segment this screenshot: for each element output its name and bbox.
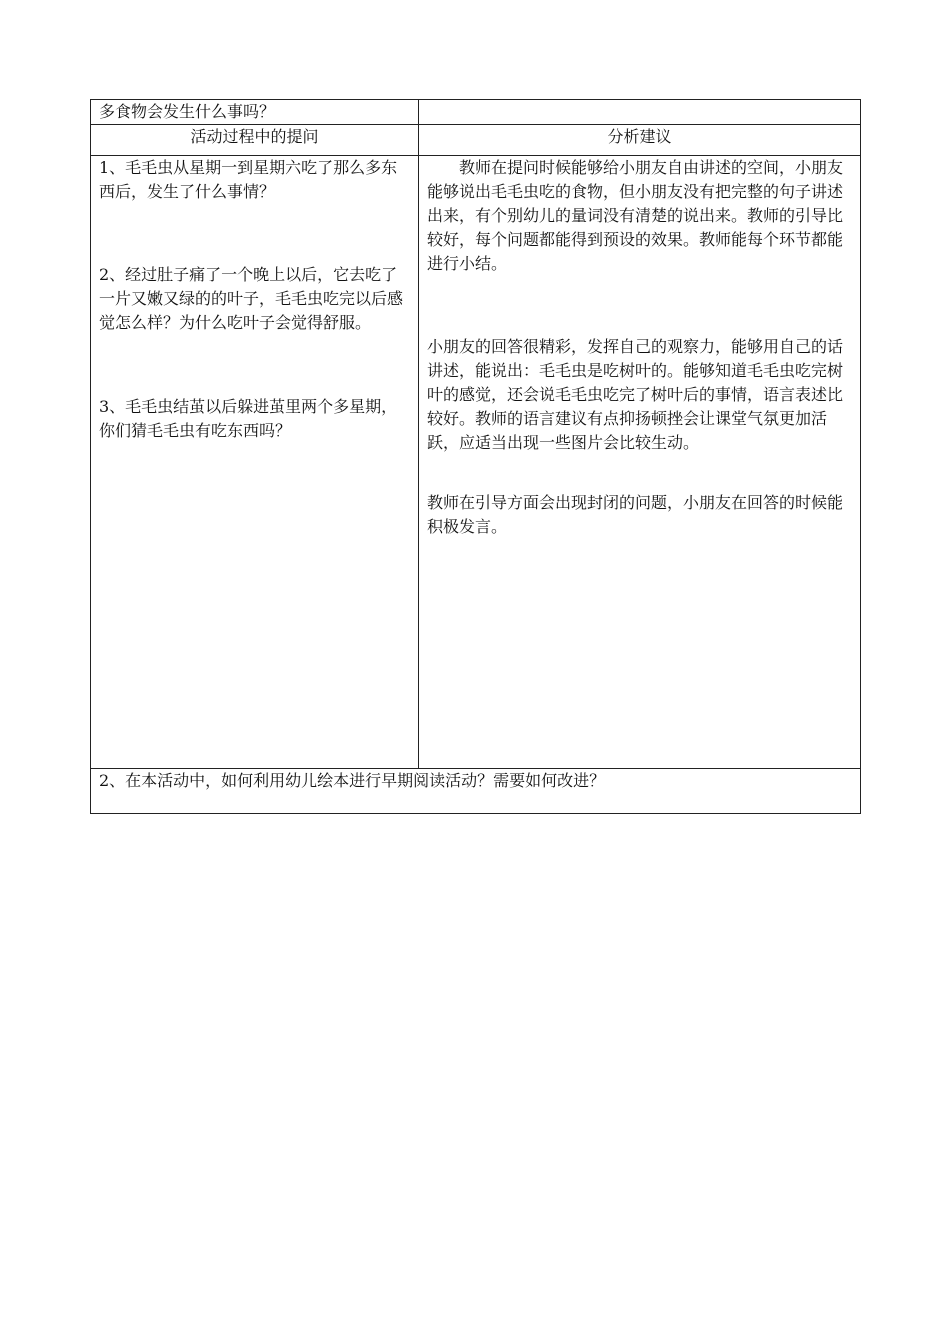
question-item: 2、经过肚子痛了一个晚上以后，它去吃了一片又嫩又绿的的叶子，毛毛虫吃完以后感觉怎么样？为什么吃叶子会觉得舒服。 <box>99 265 404 332</box>
question-item: 3、毛毛虫结茧以后躲进茧里两个多星期，你们猜毛毛虫有吃东西吗？ <box>99 397 398 440</box>
questions-cell <box>91 156 419 769</box>
analyses-cell <box>419 156 861 769</box>
header-row <box>91 125 861 156</box>
continuation-empty-cell <box>419 100 861 125</box>
question-column-header: 活动过程中的提问 <box>91 125 419 156</box>
footer-question: 2、在本活动中，如何利用幼儿绘本进行早期阅读活动？需要如何改进？ <box>91 769 861 814</box>
analysis-table <box>90 99 861 814</box>
analysis-column-header: 分析建议 <box>419 125 861 156</box>
analysis-item: 教师在提问时候能够给小朋友自由讲述的空间，小朋友能够说出毛毛虫吃的食物，但小朋友没有把完整的句子讲述出来，有个别幼儿的量词没有清楚的说出来。教师的引导比较好，每个问题都能得到预设的效果。教师能每个环节都能进行小结。 <box>427 158 844 273</box>
footer-row <box>91 769 861 814</box>
content-row <box>91 156 861 769</box>
analysis-item: 小朋友的回答很精彩，发挥自己的观察力，能够用自己的话讲述，能说出：毛毛虫是吃树叶的。能够知道毛毛虫吃完树叶的感觉，还会说毛毛虫吃完了树叶后的事情，语言表述比较好。教师的语言建议有点抑扬顿挫会让课堂气氛更加活跃，应适当出现一些图片会比较生动。 <box>427 337 844 452</box>
continuation-row <box>91 100 861 125</box>
continuation-text: 多食物会发生什么事吗？ <box>91 100 419 125</box>
question-item: 1、毛毛虫从星期一到星期六吃了那么多东西后，发生了什么事情？ <box>99 158 398 201</box>
analysis-item: 教师在引导方面会出现封闭的问题，小朋友在回答的时候能积极发言。 <box>427 493 844 536</box>
